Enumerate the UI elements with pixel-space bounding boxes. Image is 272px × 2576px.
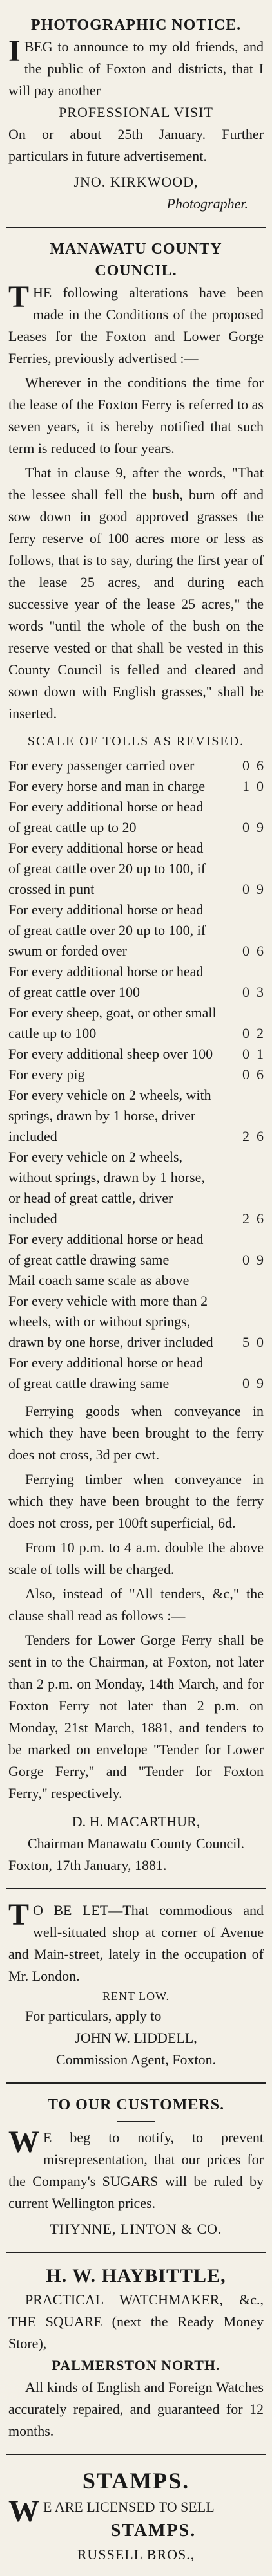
- toll-amount: 0 6: [242, 1066, 264, 1082]
- toll-desc: For every additional horse or head of great cattle over 20 up to 100, if crossed in punt: [8, 840, 206, 897]
- signature-name: JNO. KIRKWOOD,: [73, 174, 199, 190]
- toll-row: [8, 1229, 264, 1270]
- toll-desc: For every vehicle on 2 wheels, with springs, drawn by 1 horse, driver included: [8, 1087, 211, 1144]
- divider: [6, 2454, 266, 2455]
- signature-role: Photographer.: [166, 196, 248, 212]
- toll-amount: 0 9: [242, 819, 264, 835]
- notice-body: All kinds of English and Foreign Watches accurately repaired, and guaranteed for 12 months.: [8, 2379, 264, 2439]
- notice-body: Also, instead of "All tenders, &c," the clause shall read as follows :—: [8, 1586, 264, 1624]
- notice-body: For particulars, apply to: [25, 2008, 162, 2024]
- notice-subheading: STAMPS.: [110, 2521, 197, 2541]
- toll-desc: For every additional horse or head of great cattle up to 20: [8, 799, 204, 835]
- toll-amount: 5 0: [242, 1334, 264, 1350]
- toll-row: [8, 838, 264, 900]
- newspaper-column: [6, 0, 266, 2576]
- toll-row: [8, 797, 264, 838]
- to-let-notice: [6, 1891, 266, 2081]
- notice-heading: TO OUR CUSTOMERS.: [47, 2097, 225, 2113]
- divider: [6, 1888, 266, 1889]
- notice-body: THE following alterations have been made in the Conditions of the proposed Leases for the Foxton and Lower Gorge Ferries, previously advertised :—: [8, 280, 264, 366]
- notice-body: That in clause 9, after the words, "That the lessee shall fell the bush, burn off and sow down in good approved grasses the ferry reserve of 100 acres more or less as follows, that is to say, during the first year of the lease 25 acres, and during each successive year of the lease 25 acres," the words "until the whole of the bush on the reserve vested or that shall be vested in this County Council is felled and cleared and sown down with English grasses," shall be inserted.: [8, 465, 264, 721]
- notice-heading: MANAWATU COUNTY COUNCIL.: [50, 241, 222, 279]
- toll-row: [8, 1270, 264, 1291]
- notice-body: PRACTICAL WATCHMAKER, &c., THE SQUARE (next the Ready Money Store),: [8, 2292, 264, 2351]
- toll-amount: 0 2: [242, 1025, 264, 1041]
- notice-body: Ferrying goods when conveyance in which they have been brought to the ferry does not cross, 3d per cwt.: [8, 1403, 264, 1463]
- toll-desc: For every passenger carried over: [8, 757, 195, 774]
- signature-name: THYNNE, LINTON & CO.: [50, 2221, 222, 2237]
- toll-amount: 0 9: [242, 881, 264, 897]
- toll-row: [8, 1003, 264, 1044]
- toll-desc: For every additional horse or head of great cattle drawing same: [8, 1231, 204, 1268]
- toll-amount: 0 6: [242, 943, 264, 959]
- toll-desc: For every pig: [8, 1066, 85, 1082]
- notice-heading: H. W. HAYBITTLE,: [46, 2265, 226, 2286]
- toll-desc: For every additional sheep over 100: [8, 1046, 213, 1062]
- toll-amount: 1 0: [242, 778, 264, 794]
- divider: [6, 227, 266, 228]
- toll-row: [8, 961, 264, 1003]
- notice-subheading: PROFESSIONAL VISIT: [59, 104, 213, 120]
- toll-row: [8, 1085, 264, 1147]
- toll-row: [8, 776, 264, 797]
- signature-role: Commission Agent, Foxton.: [55, 2052, 217, 2068]
- notice-body: Ferrying timber when conveyance in which they have been brought to the ferry does not cross, per 100ft superficial, 6d.: [8, 1471, 264, 1531]
- toll-desc: For every horse and man in charge: [8, 778, 206, 794]
- toll-desc: For every additional horse or head of great cattle drawing same: [8, 1355, 204, 1391]
- notice-heading: PHOTOGRAPHIC NOTICE.: [30, 17, 242, 33]
- stamps-notice: [6, 2456, 266, 2576]
- notice-subheading: RENT LOW.: [102, 1990, 170, 2003]
- notice-body: On or about 25th January. Further particulars in future advertisement.: [8, 126, 264, 164]
- signature-name: D. H. MACARTHUR,: [72, 1813, 200, 1830]
- toll-amount: 2 6: [242, 1210, 264, 1227]
- notice-body: From 10 p.m. to 4 a.m. double the above scale of tolls will be charged.: [8, 1539, 264, 1577]
- notice-date: Foxton, 17th January, 1881.: [8, 1857, 167, 1873]
- tolls-table: [8, 755, 264, 1394]
- toll-desc: For every additional horse or head of great cattle over 100: [8, 963, 204, 1000]
- toll-amount: 0 1: [242, 1046, 264, 1062]
- toll-desc: For every additional horse or head of great cattle over 20 up to 100, if swum or forded over: [8, 902, 206, 959]
- notice-body: TO BE LET—That commodious and well-situated shop at corner of Avenue and Main-street, lately in the occupation of Mr. London.: [8, 1898, 264, 1984]
- notice-heading: STAMPS.: [82, 2468, 190, 2494]
- notice-body: WE ARE LICENSED TO SELL: [8, 2494, 215, 2528]
- tolls-heading: SCALE OF TOLLS AS REVISED.: [27, 734, 245, 748]
- divider: [6, 2252, 266, 2253]
- toll-row: [8, 1291, 264, 1353]
- divider: [6, 2082, 266, 2084]
- toll-amount: 0 9: [242, 1252, 264, 1268]
- toll-row: [8, 1353, 264, 1394]
- toll-amount: 2 6: [242, 1128, 264, 1144]
- toll-amount: 0 6: [242, 757, 264, 774]
- notice-body: IBEG to announce to my old friends, and the public of Foxton and districts, that I will pay another: [8, 34, 264, 98]
- signature-role: Chairman Manawatu County Council.: [27, 1835, 245, 1851]
- toll-desc: Mail coach same scale as above: [8, 1272, 189, 1288]
- signature-name: JOHN W. LIDDELL,: [75, 2030, 197, 2046]
- toll-row: [8, 1064, 264, 1085]
- toll-desc: For every vehicle on 2 wheels, without springs, drawn by 1 horse, or head of great cattle, driver included: [8, 1149, 205, 1227]
- photographic-notice: [6, 5, 266, 225]
- toll-desc: For every vehicle with more than 2 wheels, with or without springs, drawn by one horse, driver included: [8, 1293, 213, 1350]
- notice-body: Tenders for Lower Gorge Ferry shall be sent in to the Chairman, at Foxton, not later than 2 p.m. on Monday, 14th March, and for Foxton Ferry not later than 2 p.m. on Monday, 21st March, 1881, and tenders to be marked on envelope "Tender for Lower Gorge Ferry," and "Tender for Foxton Ferry," respectively.: [8, 1632, 264, 1801]
- customers-notice: [6, 2085, 266, 2250]
- toll-amount: 0 9: [242, 1375, 264, 1391]
- council-notice: [6, 229, 266, 1887]
- notice-subheading: PALMERSTON NORTH.: [52, 2357, 220, 2373]
- toll-row: [8, 900, 264, 961]
- toll-row: [8, 755, 264, 776]
- divider: [117, 2121, 155, 2122]
- signature-name: RUSSELL BROS.,: [77, 2546, 195, 2562]
- toll-amount: 0 3: [242, 984, 264, 1000]
- haybittle-notice: [6, 2254, 266, 2452]
- notice-body: WE beg to notify, to prevent misrepresentation, that our prices for the Company's SUGARS will be ruled by current Wellington prices.: [8, 2125, 264, 2211]
- toll-row: [8, 1147, 264, 1229]
- toll-row: [8, 1044, 264, 1064]
- toll-desc: For every sheep, goat, or other small cattle up to 100: [8, 1005, 217, 1041]
- notice-body: Wherever in the conditions the time for the lease of the Foxton Ferry is referred to as seven years, it is hereby notified that such term is reduced to four years.: [8, 375, 264, 456]
